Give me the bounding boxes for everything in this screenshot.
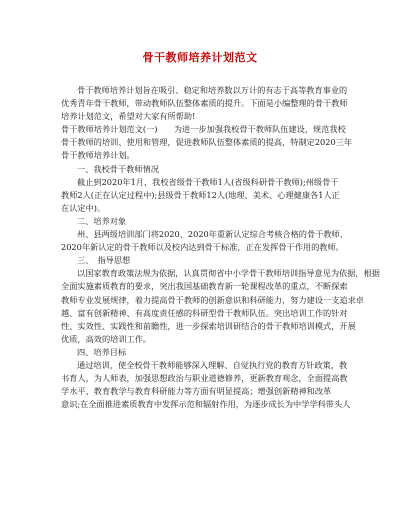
section-heading: 一、我校骨干教师情况: [77, 163, 159, 174]
paragraph-line: 越、富有创新精神、有高度责任感的科研型骨干教师队伍。突出培训工作的针对: [61, 307, 348, 318]
paragraph-line: 教师2人(正在认定过程中);县级骨干教师12人(地理、美术、心理健康各1人正: [61, 189, 340, 200]
page-title: 骨干教师培养计划范文: [142, 51, 258, 64]
paragraph-line: 培养计划范文，希望对大家有所帮助!: [61, 111, 196, 122]
section-heading: 三、 指导思想: [77, 255, 131, 266]
paragraph-line: 全面实施素质教育的要求，突出我国基础教育新一轮课程改革的重点，不断探索: [61, 281, 348, 292]
section-heading: 二、培养对象: [77, 215, 127, 226]
paragraph-line: 书育人，为人师表，加强思想政治与职业道德修养，更新教育观念，全面提高教: [61, 373, 348, 384]
paragraph-line: 截止到2020年1月，我校省级骨干教师1人(省级科研骨干教师);州级骨干: [77, 176, 339, 187]
paragraph-line: 通过培训，使全校骨干教师能够深入理解、自觉执行党的教育方针政策，教: [77, 359, 348, 370]
paragraph-line: 意识;在全面推进素质教育中发挥示范和辐射作用，为逐步成长为中学学科带头人: [61, 399, 351, 410]
paragraph-line: 性、实效性、实践性和前瞻性，进一步探索培训研结合的骨干教师培训模式，开展: [61, 320, 356, 331]
paragraph-line: 在认定中)。: [61, 202, 106, 213]
paragraph-line: 骨干教师培养计划旨在吸引、稳定和培养数以万计的有志于高等教育事业的: [77, 85, 348, 95]
paragraph-line: 教师专业发展规律，着力提高骨干教师的创新意识和科研能力，努力建设一支追求卓: [61, 294, 364, 305]
document-body: [61, 84, 380, 411]
paragraph-line: 学水平、教育教学与教育科研能力等方面有明显提高；增强创新精神和改革: [61, 386, 332, 397]
section-heading: 四、培养目标: [77, 346, 127, 357]
paragraph-line: 骨干教师培养计划范文(一) 为进一步加强我校骨干教师队伍建设，规范我校: [61, 124, 346, 135]
paragraph-line: 州、县两级培训部门将2020、2020年重新认定综合考核合格的骨干教师、: [77, 229, 348, 240]
paragraph-line: 以国家教育政策法规为依据，认真贯彻省中小学骨干教师培训指导意见为依据，根据: [77, 268, 380, 279]
paragraph-line: 2020年新认定的骨干教师以及校内达到骨干标准，正在发挥骨干作用的教师。: [61, 242, 344, 253]
paragraph-line: 骨干教师培养计划。: [61, 150, 135, 161]
paragraph-line: 骨干教师的培训、使用和管理，促进教师队伍整体素质的提高，特制定2020三年: [61, 137, 353, 148]
paragraph-line: 优质，高效的培训工作。: [61, 333, 152, 344]
paragraph-line: 优秀青年骨干教师，带动教师队伍整体素质的提升。下面是小编整理的骨干教师: [61, 98, 348, 109]
